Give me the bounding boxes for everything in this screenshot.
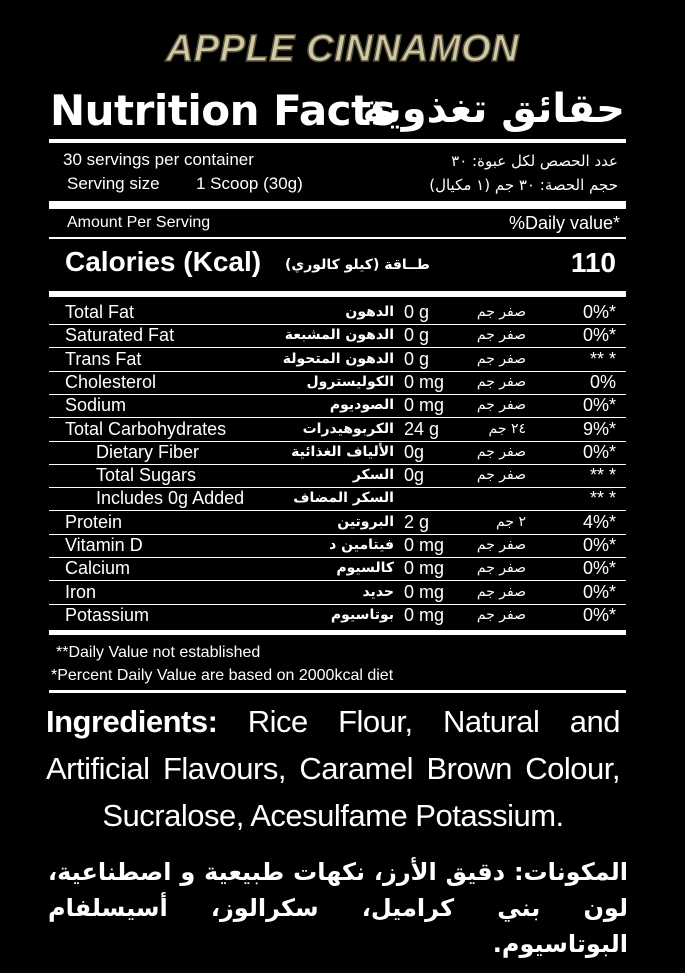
- nutrient-row: [49, 348, 626, 372]
- nutrient-name-arabic: فيتامين د: [329, 537, 394, 553]
- ingredients-text-arabic: دقيق الأرز، نكهات طبيعية و اصطناعية، لون بني كراميل، سكرالوز، أسيسلفام البوتاسيوم.: [48, 858, 628, 958]
- flavor-title: APPLE CINNAMON: [165, 28, 520, 70]
- thick-divider: [49, 201, 626, 209]
- nutrient-name: Total Carbohydrates: [65, 418, 227, 439]
- nutrient-amount-arabic: صفر جم: [476, 606, 526, 623]
- nutrient-amount: 0 mg: [404, 604, 445, 625]
- nutrient-name: Calcium: [65, 558, 131, 579]
- nutrient-name-arabic: بوتاسيوم: [330, 606, 394, 623]
- nutrient-name: Total Fat: [65, 302, 135, 322]
- nutrient-row: [49, 371, 626, 395]
- nutrient-row: [49, 418, 626, 442]
- nutrient-row: [49, 557, 626, 581]
- nutrient-name-arabic: حديد: [362, 583, 394, 600]
- nutrient-row: [49, 464, 626, 488]
- nutrient-name: Includes 0g Added: [96, 488, 245, 509]
- nutrient-amount-arabic: صفر جم: [476, 304, 526, 320]
- nutrient-amount: 0 g: [404, 325, 430, 346]
- nutrient-name-arabic: الألياف الغذائية: [291, 443, 394, 460]
- nutrient-name: Trans Fat: [65, 348, 142, 369]
- calories-value: 110: [570, 247, 616, 278]
- servings-per-container: 30 servings per container: [63, 150, 254, 169]
- servings-per-container-arabic: عدد الحصص لكل عبوة: ٣٠: [451, 152, 618, 170]
- nutrient-row: [49, 581, 626, 605]
- nutrient-amount-arabic: صفر جم: [476, 467, 526, 484]
- ingredients-english: [46, 698, 620, 839]
- nutrient-daily-value: 0%*: [582, 441, 616, 462]
- footnote-percent-daily-value: *Percent Daily Value are based on 2000kcal diet: [51, 667, 394, 684]
- ingredients-label: Ingredients:: [46, 704, 218, 739]
- nutrient-amount: 0 mg: [404, 395, 445, 416]
- nutrient-amount-arabic: ٢٤ جم: [488, 420, 526, 437]
- nutrient-amount: 24 g: [404, 418, 440, 439]
- daily-value-header: %Daily value*: [508, 213, 620, 233]
- nutrient-row: [49, 534, 626, 558]
- nutrient-amount: 0 mg: [404, 558, 445, 579]
- nutrient-daily-value: 0%*: [582, 302, 616, 322]
- ingredients-arabic: [48, 854, 628, 962]
- nutrient-name-arabic: الكوليسترول: [306, 373, 394, 390]
- nutrient-daily-value: ** *: [589, 488, 616, 509]
- nutrient-name-arabic: البروتين: [337, 513, 394, 530]
- nutrient-amount-arabic: ٢ جم: [496, 513, 526, 530]
- nutrient-name: Total Sugars: [96, 465, 197, 486]
- nutrient-amount: 0 mg: [404, 535, 445, 555]
- nutrient-row: [49, 441, 626, 465]
- nutrient-amount: 0g: [404, 441, 425, 462]
- ingredients-text: Rice Flour, Natural and Artificial Flavours, Caramel Brown Colour, Sucralose, Acesulfame Potassium.: [46, 704, 620, 833]
- nutrient-amount: 0g: [404, 465, 425, 486]
- nutrient-daily-value: 0%*: [582, 535, 616, 555]
- serving-size-value: 1 Scoop (30g): [196, 174, 303, 193]
- footnote-daily-value: **Daily Value not established: [56, 644, 261, 661]
- nutrient-row: [49, 324, 626, 348]
- nutrient-name: Protein: [65, 511, 123, 532]
- nutrient-row: [49, 511, 626, 535]
- nutrient-amount-arabic: صفر جم: [476, 537, 526, 553]
- nutrient-amount-arabic: صفر جم: [476, 443, 526, 460]
- nutrient-daily-value: 9%*: [582, 418, 616, 439]
- nutrient-name-arabic: الدهون المشبعة: [284, 327, 394, 344]
- nutrition-facts-title-arabic: حقائق تغذوية: [362, 86, 625, 132]
- calories-label: Calories (Kcal): [65, 246, 262, 277]
- nutrient-row: [49, 394, 626, 418]
- thin-divider: [49, 237, 626, 239]
- nutrient-name-arabic: السكر: [352, 467, 394, 484]
- ingredients-label-arabic: المكونات:: [513, 858, 629, 886]
- nutrition-facts-title: Nutrition Facts: [50, 86, 396, 135]
- nutrient-row: [49, 487, 626, 511]
- serving-size-arabic: حجم الحصة: ٣٠ جم (١ مكيال): [429, 176, 618, 194]
- thick-divider-2: [49, 291, 626, 297]
- nutrient-daily-value: ** *: [589, 465, 616, 486]
- nutrient-name: Potassium: [65, 604, 150, 625]
- thick-divider-3: [49, 630, 626, 635]
- nutrient-name-arabic: كالسيوم: [336, 560, 394, 577]
- nutrient-amount-arabic: صفر جم: [476, 373, 526, 390]
- nutrient-amount-arabic: صفر جم: [476, 583, 526, 600]
- calories-label-arabic: طــاقة (كيلو كالوري): [285, 257, 430, 273]
- nutrient-amount: 0 g: [404, 302, 430, 322]
- nutrition-panel: [49, 139, 626, 688]
- nutrient-daily-value: 0%*: [582, 558, 616, 579]
- nutrient-row: [49, 301, 626, 325]
- nutrient-daily-value: 0%*: [582, 604, 616, 625]
- nutrient-amount: 0 mg: [404, 371, 445, 392]
- nutrient-daily-value: 0%*: [582, 325, 616, 346]
- nutrient-daily-value: ** *: [589, 348, 616, 369]
- nutrient-daily-value: 0%: [589, 371, 616, 392]
- nutrient-amount: 0 mg: [404, 581, 445, 602]
- nutrient-amount-arabic: صفر جم: [476, 560, 526, 577]
- serving-size-label: Serving size: [67, 174, 160, 193]
- nutrient-name-arabic: الكربوهيدرات: [302, 420, 394, 437]
- nutrient-name-arabic: الدهون المتحولة: [282, 350, 394, 367]
- nutrient-amount-arabic: صفر جم: [476, 327, 526, 344]
- nutrient-daily-value: 0%*: [582, 581, 616, 602]
- nutrient-amount: 2 g: [404, 511, 430, 532]
- nutrient-amount: 0 g: [404, 348, 430, 369]
- nutrient-name: Vitamin D: [65, 535, 143, 555]
- nutrient-row: [49, 604, 626, 627]
- nutrient-name: Dietary Fiber: [96, 441, 200, 462]
- nutrient-amount-arabic: صفر جم: [476, 397, 526, 414]
- nutrient-daily-value: 4%*: [582, 511, 616, 532]
- nutrient-name-arabic: الصوديوم: [329, 397, 394, 414]
- nutrient-name: Sodium: [65, 395, 127, 416]
- nutrient-name: Iron: [65, 581, 97, 602]
- nutrient-name: Saturated Fat: [65, 325, 175, 346]
- nutrient-name: Cholesterol: [65, 371, 157, 392]
- bottom-divider: [49, 690, 626, 693]
- nutrient-name-arabic: الدهون: [345, 304, 394, 320]
- nutrient-daily-value: 0%*: [582, 395, 616, 416]
- amount-per-serving: Amount Per Serving: [67, 214, 211, 231]
- nutrient-name-arabic: السكر المضاف: [293, 490, 394, 507]
- nutrient-amount-arabic: صفر جم: [476, 350, 526, 367]
